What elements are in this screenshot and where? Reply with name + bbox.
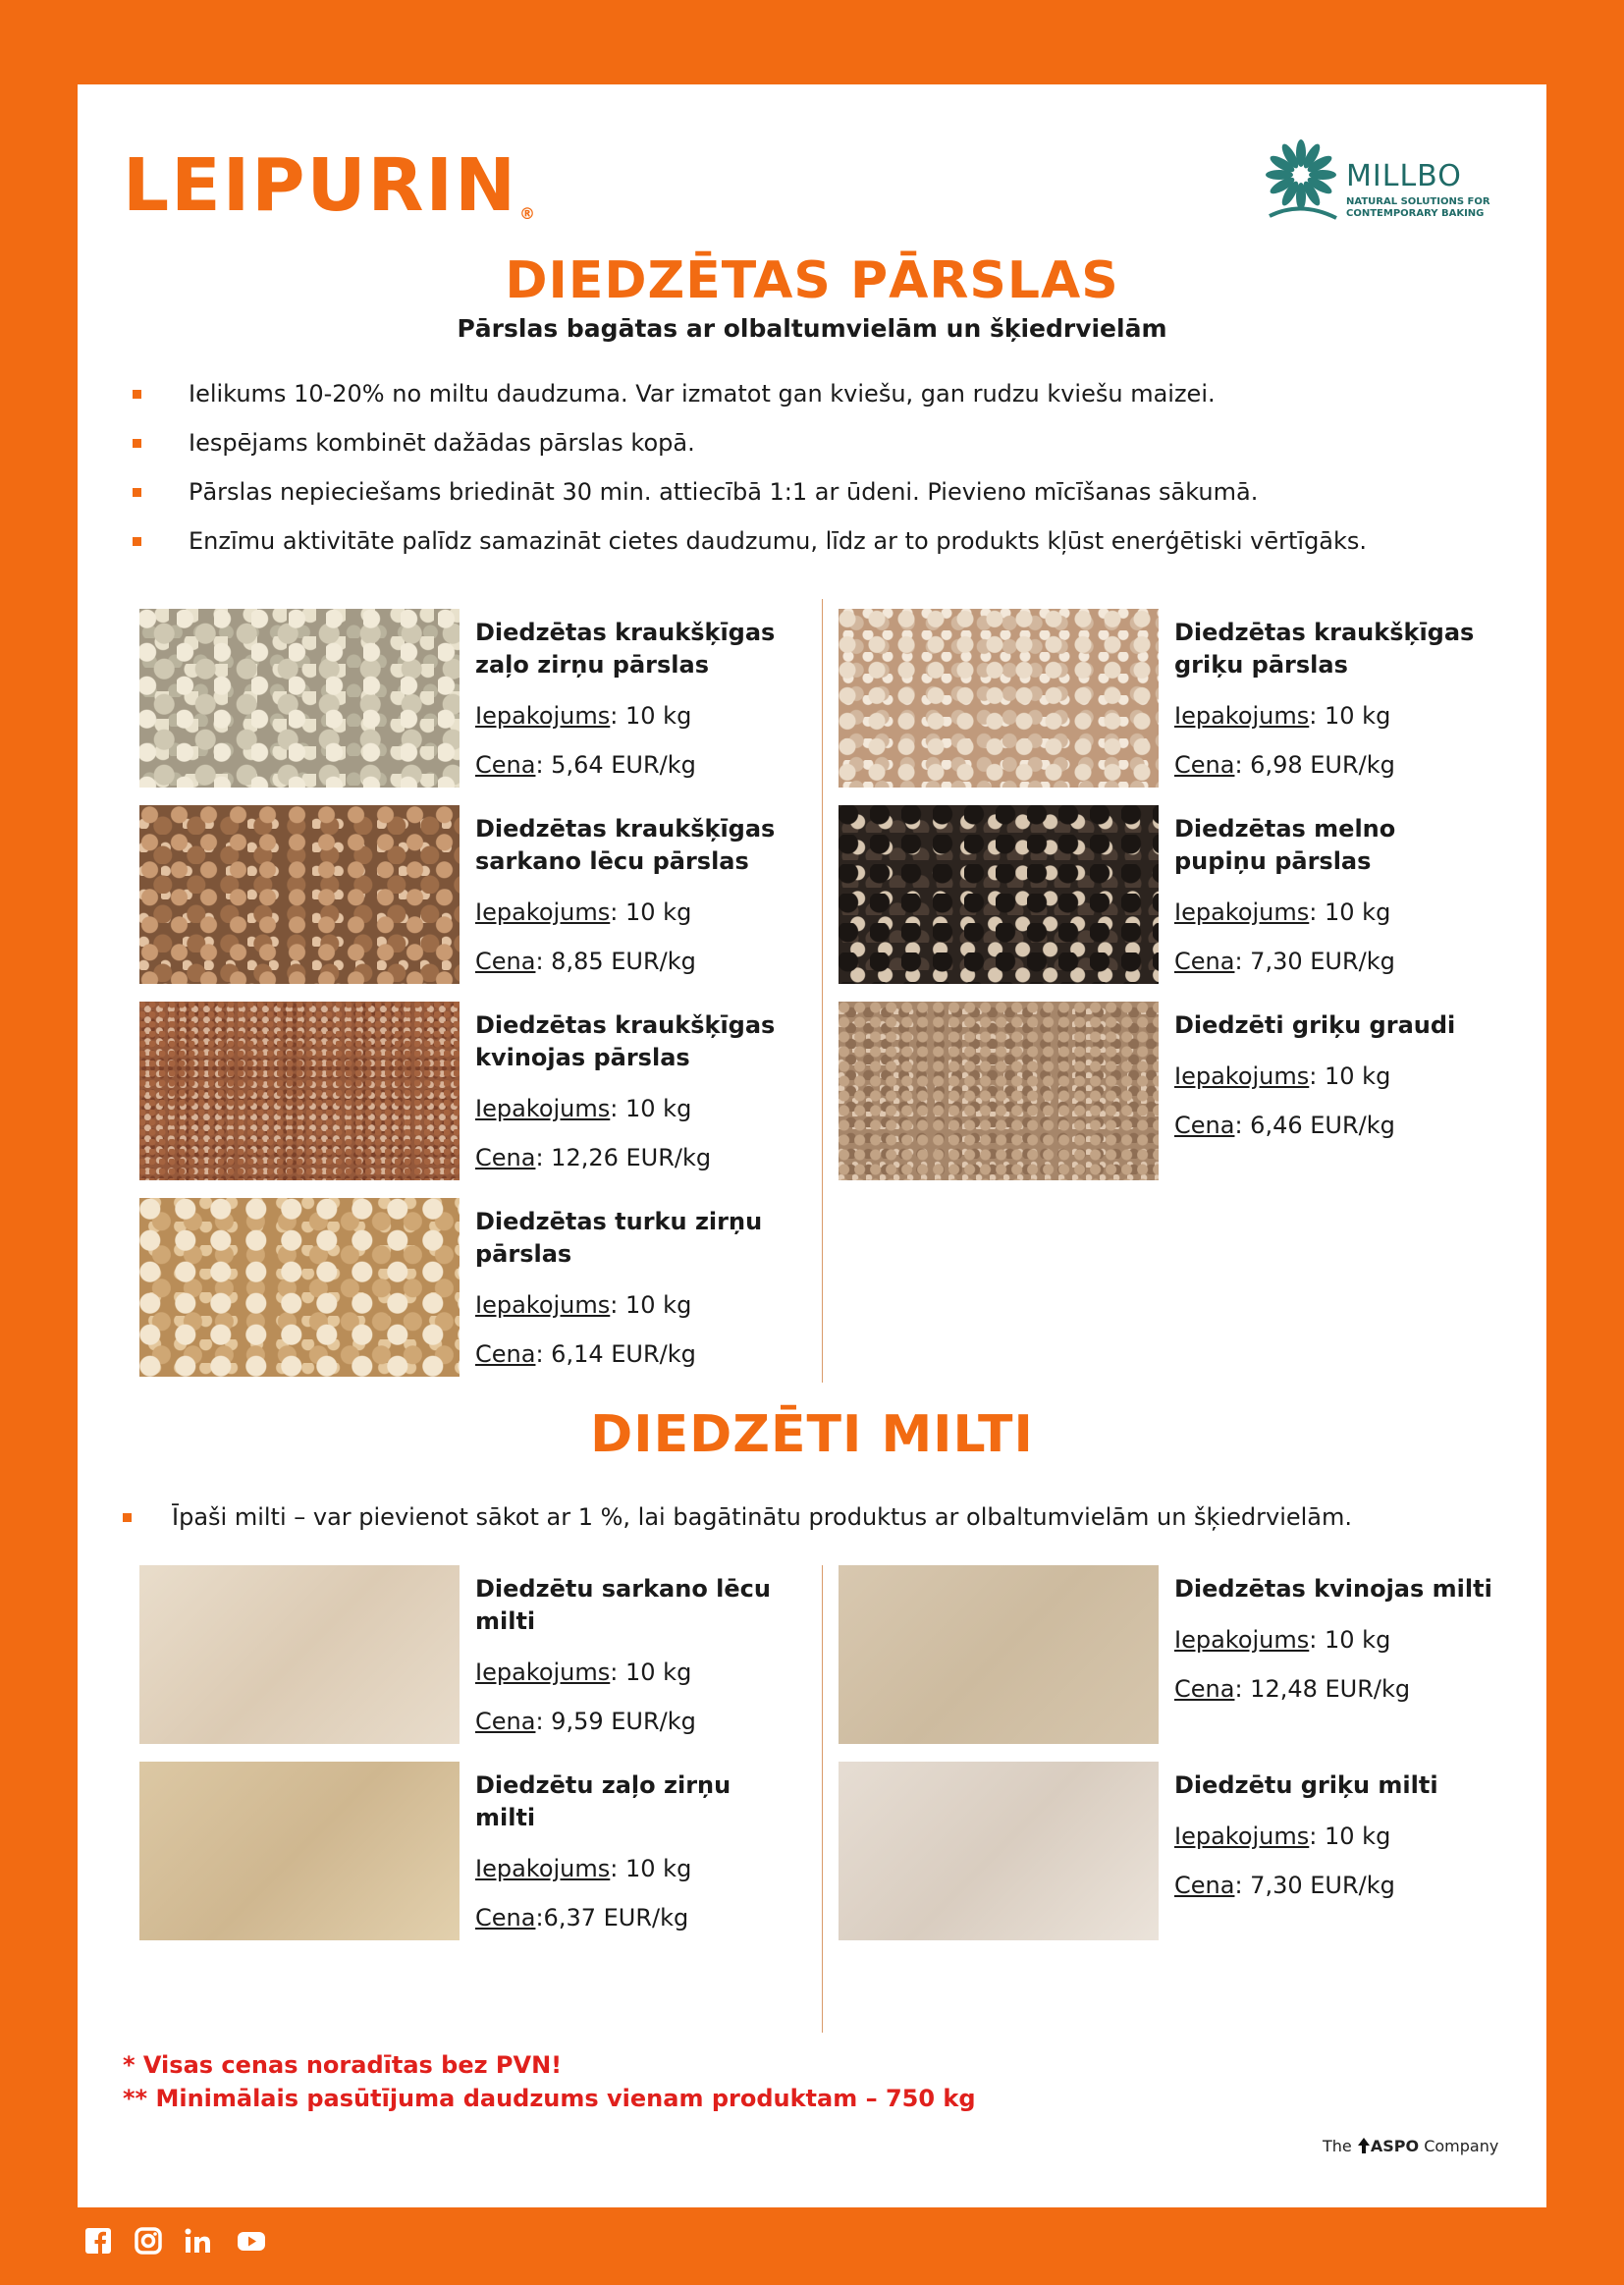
product-name: Diedzētu zaļo zirņu milti [475,1771,731,1831]
flour-title: DIEDZĒTI MILTI [590,1405,1034,1464]
social-links [84,2227,266,2262]
product-pack: Iepakojums: 10 kg [1174,1626,1391,1654]
product-name: Diedzētas kraukšķīgas kvinojas pārslas [475,1011,776,1071]
flour-column-divider [822,1565,823,2033]
flakes-column-divider [822,599,823,1383]
bullet-square-icon [123,1513,132,1522]
product-pack: Iepakojums: 10 kg [475,1659,692,1686]
product-card [139,805,807,984]
leipurin-logo: LEIPURIN ® [123,143,538,228]
product-price: Cena: 6,14 EUR/kg [475,1340,696,1368]
millbo-flower-icon [1264,136,1340,230]
product-price: Cena: 6,46 EUR/kg [1174,1112,1395,1139]
linkedin-icon[interactable] [185,2227,214,2255]
instagram-icon[interactable] [135,2227,162,2255]
product-name: Diedzētu sarkano lēcu milti [475,1575,771,1635]
product-pack: Iepakojums: 10 kg [475,1291,692,1319]
product-price: Cena: 8,85 EUR/kg [475,948,696,975]
bullet-square-icon [133,488,141,497]
list-item: Enzīmu aktivitāte palīdz samazināt cietes daudzumu, līdz ar to produkts kļūst enerģētiski vērtīgāks. [133,526,1546,575]
product-price: Cena:6,37 EUR/kg [475,1904,689,1931]
product-pack: Iepakojums: 10 kg [1174,898,1391,926]
red-lentil-flour-photo [139,1565,460,1744]
min-order-note: ** Minimālais pasūtījuma daudzums vienam produktam – 750 kg [123,2085,976,2112]
product-pack: Iepakojums: 10 kg [475,1855,692,1882]
quinoa-flakes-photo [139,1002,460,1180]
chickpea-flakes-photo [139,1198,460,1377]
green-pea-flour-photo [139,1762,460,1940]
product-price: Cena: 12,26 EUR/kg [475,1144,712,1171]
product-card [839,805,1506,984]
bullet-square-icon [133,390,141,399]
product-card [139,1565,807,1744]
product-card [139,1002,807,1180]
product-price: Cena: 5,64 EUR/kg [475,751,696,779]
millbo-name: MILLBO [1346,159,1462,193]
product-card [839,1762,1506,1940]
list-item: Iespējams kombinēt dažādas pārslas kopā. [133,428,1546,477]
buckwheat-flakes-photo [839,609,1159,788]
product-pack: Iepakojums: 10 kg [1174,702,1391,730]
product-card [139,1762,807,1940]
buckwheat-groats-photo [839,1002,1159,1180]
product-name: Diedzētu griķu milti [1174,1771,1438,1799]
flakes-title: DIEDZĒTAS PĀRSLAS [505,251,1119,310]
list-item: Īpaši milti – var pievienot sākot ar 1 %, lai bagātinātu produktus ar olbaltumvielām un šķiedrvielām. [123,1502,1537,1551]
aspo-company-logo: The ASPO Company [1323,2137,1499,2155]
bullet-square-icon [133,439,141,448]
buckwheat-flour-photo [839,1762,1159,1940]
millbo-tagline: NATURAL SOLUTIONS FOR CONTEMPORARY BAKING [1346,196,1490,219]
product-card [839,1565,1506,1744]
product-price: Cena: 9,59 EUR/kg [475,1708,696,1735]
product-name: Diedzētas kraukšķīgas zaļo zirņu pārslas [475,619,776,679]
product-price: Cena: 7,30 EUR/kg [1174,948,1395,975]
product-card [139,1198,807,1377]
product-name: Diedzētas melno pupiņu pārslas [1174,815,1396,875]
product-pack: Iepakojums: 10 kg [1174,1823,1391,1850]
product-card [839,1002,1506,1180]
product-name: Diedzēti griķu graudi [1174,1011,1456,1039]
list-item: Pārslas nepieciešams briedināt 30 min. attiecībā 1:1 ar ūdeni. Pievieno mīcīšanas sākumā. [133,477,1546,526]
list-item: Ielikums 10-20% no miltu daudzuma. Var izmatot gan kviešu, gan rudzu kviešu maizei. [133,379,1546,428]
product-card [139,609,807,788]
bullet-square-icon [133,537,141,546]
green-pea-flakes-photo [139,609,460,788]
product-name: Diedzētas kvinojas milti [1174,1575,1492,1603]
product-name: Diedzētas turku zirņu pārslas [475,1208,763,1268]
flour-bullet-list [123,1502,1537,1551]
product-card [839,609,1506,788]
product-pack: Iepakojums: 10 kg [1174,1062,1391,1090]
quinoa-flour-photo [839,1565,1159,1744]
black-bean-flakes-photo [839,805,1159,984]
product-name: Diedzētas kraukšķīgas sarkano lēcu pārslas [475,815,776,875]
brochure-page [78,84,1546,2207]
leipurin-wordmark: LEIPURIN [123,143,518,228]
product-pack: Iepakojums: 10 kg [475,702,692,730]
product-name: Diedzētas kraukšķīgas griķu pārslas [1174,619,1475,679]
facebook-icon[interactable] [84,2227,112,2255]
product-pack: Iepakojums: 10 kg [475,1095,692,1122]
flakes-bullet-list [133,379,1546,575]
vat-note: * Visas cenas noradītas bez PVN! [123,2051,563,2079]
product-price: Cena: 7,30 EUR/kg [1174,1872,1395,1899]
product-price: Cena: 6,98 EUR/kg [1174,751,1395,779]
youtube-icon[interactable] [237,2227,266,2255]
product-pack: Iepakojums: 10 kg [475,898,692,926]
aspo-mark-icon [1357,2137,1371,2154]
product-price: Cena: 12,48 EUR/kg [1174,1675,1411,1703]
flakes-subtitle: Pārslas bagātas ar olbaltumvielām un šķiedrvielām [457,314,1167,343]
millbo-logo [1264,136,1509,234]
red-lentil-flakes-photo [139,805,460,984]
